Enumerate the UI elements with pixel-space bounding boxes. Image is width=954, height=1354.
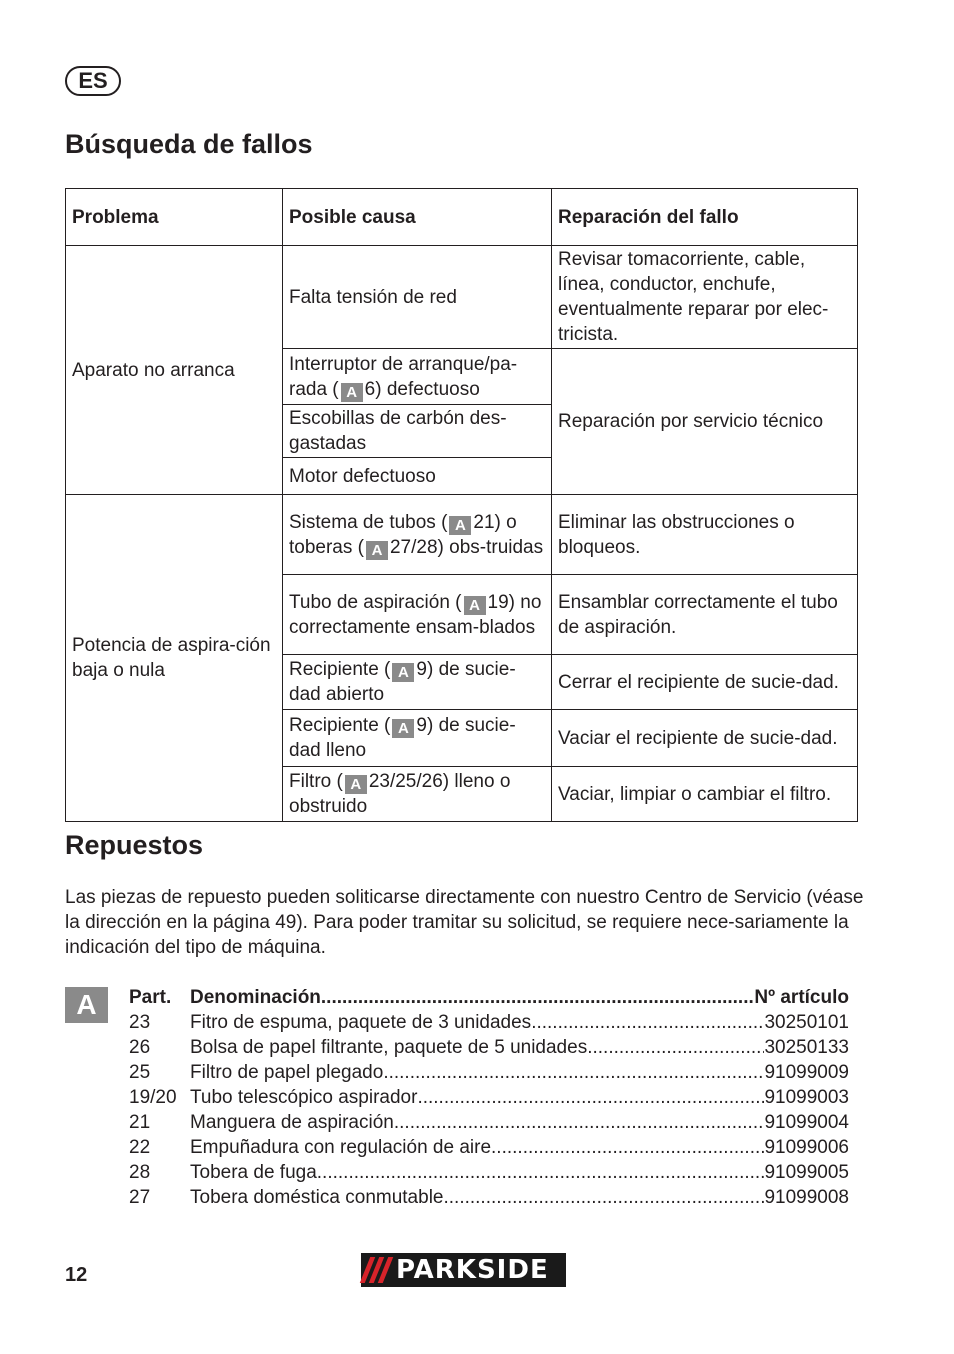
dot-leader bbox=[443, 1185, 764, 1210]
dot-leader bbox=[531, 1010, 764, 1035]
part-name: Bolsa de papel filtrante, paquete de 5 unidades bbox=[190, 1037, 588, 1058]
dot-leader bbox=[491, 1135, 764, 1160]
page-number: 12 bbox=[65, 1264, 88, 1286]
parts-header-part: Part. bbox=[129, 987, 172, 1008]
dot-leader bbox=[394, 1110, 765, 1135]
figure-a-icon: A bbox=[341, 383, 363, 402]
part-number: 22 bbox=[129, 1137, 151, 1158]
cause-cell bbox=[283, 655, 552, 710]
part-number: 28 bbox=[129, 1162, 151, 1183]
part-number: 26 bbox=[129, 1037, 151, 1058]
part-number: 27 bbox=[129, 1187, 151, 1208]
logo-stripes-icon bbox=[365, 1257, 392, 1283]
part-code: 91099005 bbox=[764, 1162, 849, 1183]
part-name: Tobera de fuga bbox=[190, 1162, 317, 1183]
cause-text: Recipiente ( bbox=[289, 715, 391, 736]
part-code: 91099009 bbox=[764, 1062, 849, 1083]
cause-text: Filtro ( bbox=[289, 771, 343, 792]
cause-cell: Escobillas de carbón des-gastadas bbox=[283, 405, 552, 458]
cause-cell bbox=[283, 495, 552, 575]
figure-a-icon: A bbox=[65, 987, 108, 1023]
figure-a-icon: A bbox=[464, 596, 486, 615]
cause-cell: Falta tensión de red bbox=[283, 246, 552, 349]
figure-a-icon: A bbox=[345, 775, 367, 794]
troubleshooting-table bbox=[65, 188, 858, 822]
part-number: 21 bbox=[129, 1112, 151, 1133]
problem-cell: Potencia de aspira-ción baja o nula bbox=[66, 495, 283, 822]
cause-text: 9) de sucie-dad abierto bbox=[289, 659, 516, 705]
cause-text: 9) de sucie-dad lleno bbox=[289, 715, 516, 761]
part-code: 91099004 bbox=[764, 1112, 849, 1133]
figure-a-icon: A bbox=[392, 719, 414, 738]
col-header-problem: Problema bbox=[66, 189, 283, 246]
repair-cell: Vaciar, limpiar o cambiar el filtro. bbox=[552, 767, 858, 822]
part-name: Filtro de papel plegado bbox=[190, 1062, 384, 1083]
spare-parts-intro: Las piezas de repuesto pueden soliticarse directamente con nuestro Centro de Servicio (véase la dirección en la página 49). Para poder tramitar su solicitud, se requiere nece-sariamente la indicación del tipo de máquina. bbox=[65, 887, 864, 958]
col-header-repair: Reparación del fallo bbox=[552, 189, 858, 246]
cause-cell bbox=[283, 575, 552, 655]
figure-a-icon: A bbox=[449, 516, 471, 535]
cause-text: 27/28) obs-truidas bbox=[389, 536, 544, 558]
dot-leader bbox=[321, 985, 755, 1010]
col-header-cause: Posible causa bbox=[283, 189, 552, 246]
cause-text: 19) no correctamente ensam-blados bbox=[289, 591, 542, 638]
repair-cell: Ensamblar correctamente el tubo de aspiración. bbox=[552, 575, 858, 655]
language-badge: ES bbox=[65, 66, 121, 96]
table-header-row bbox=[66, 189, 858, 246]
part-name: Manguera de aspiración bbox=[190, 1112, 394, 1133]
part-code: 30250133 bbox=[764, 1037, 849, 1058]
part-number: 19/20 bbox=[129, 1087, 177, 1108]
part-code: 91099006 bbox=[764, 1137, 849, 1158]
part-name: Tobera doméstica conmutable bbox=[190, 1187, 444, 1208]
list-item bbox=[129, 1135, 849, 1160]
dot-leader bbox=[383, 1060, 764, 1085]
dot-leader bbox=[317, 1160, 765, 1185]
figure-a-icon: A bbox=[366, 541, 388, 560]
cause-text: 23/25/26) lleno o obstruido bbox=[289, 771, 511, 817]
cause-text: Sistema de tubos ( bbox=[289, 511, 448, 533]
repair-cell: Vaciar el recipiente de sucie-dad. bbox=[552, 710, 858, 767]
parts-header-name: Denominación bbox=[190, 987, 321, 1008]
list-item bbox=[129, 1110, 849, 1135]
repair-cell: Reparación por servicio técnico bbox=[552, 349, 858, 495]
parts-header-code: Nº artículo bbox=[754, 987, 849, 1008]
list-item bbox=[129, 1085, 849, 1110]
table-row bbox=[66, 246, 858, 349]
cause-cell bbox=[283, 710, 552, 767]
part-name: Tubo telescópico aspirador bbox=[190, 1087, 418, 1108]
repair-cell: Eliminar las obstrucciones o bloqueos. bbox=[552, 495, 858, 575]
dot-leader bbox=[417, 1085, 764, 1110]
repair-cell: Cerrar el recipiente de sucie-dad. bbox=[552, 655, 858, 710]
list-item bbox=[129, 1010, 849, 1035]
part-code: 91099003 bbox=[764, 1087, 849, 1108]
cause-text: Recipiente ( bbox=[289, 659, 391, 680]
spare-parts-list bbox=[129, 985, 849, 1210]
problem-cell: Aparato no arranca bbox=[66, 246, 283, 495]
cause-cell: Motor defectuoso bbox=[283, 458, 552, 495]
parts-header-row bbox=[129, 985, 849, 1010]
part-name: Empuñadura con regulación de aire bbox=[190, 1137, 492, 1158]
troubleshooting-title: Búsqueda de fallos bbox=[65, 129, 313, 159]
cause-cell bbox=[283, 349, 552, 405]
list-item bbox=[129, 1160, 849, 1185]
part-code: 91099008 bbox=[764, 1187, 849, 1208]
cause-text: 21) o toberas ( bbox=[289, 511, 517, 558]
dot-leader bbox=[587, 1035, 764, 1060]
repair-cell: Revisar tomacorriente, cable, línea, conductor, enchufe, eventualmente reparar por elec-tricista. bbox=[552, 246, 858, 349]
cause-text: Interruptor de arranque/pa-rada ( bbox=[289, 353, 518, 400]
spare-parts-title: Repuestos bbox=[65, 830, 204, 860]
table-row bbox=[66, 495, 858, 575]
part-name: Fitro de espuma, paquete de 3 unidades bbox=[190, 1012, 532, 1033]
figure-a-icon: A bbox=[392, 663, 414, 682]
part-code: 30250101 bbox=[764, 1012, 849, 1033]
cause-text: Tubo de aspiración ( bbox=[289, 591, 462, 613]
list-item bbox=[129, 1185, 849, 1210]
list-item bbox=[129, 1060, 849, 1085]
parkside-logo bbox=[361, 1253, 566, 1287]
cause-text: 6) defectuoso bbox=[364, 378, 480, 400]
list-item bbox=[129, 1035, 849, 1060]
part-number: 25 bbox=[129, 1062, 151, 1083]
part-number: 23 bbox=[129, 1012, 151, 1033]
cause-cell bbox=[283, 767, 552, 822]
logo-text: PARKSIDE bbox=[396, 1255, 549, 1285]
